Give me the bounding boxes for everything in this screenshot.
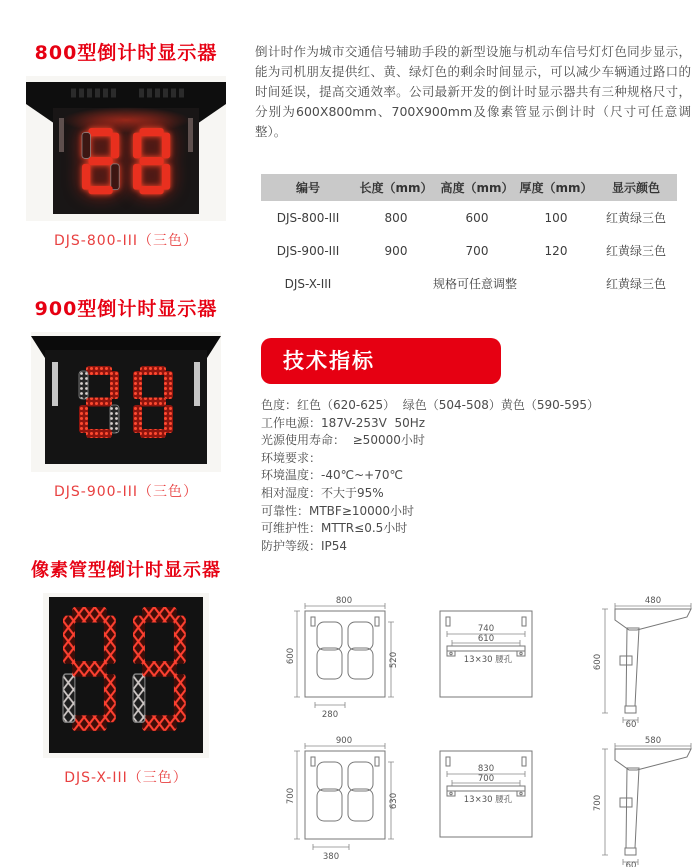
spec-power: 工作电源：187V-253V 50Hz xyxy=(261,415,426,430)
spec-table xyxy=(261,174,677,300)
drawing-front-900 xyxy=(285,734,399,867)
svg-text:280: 280 xyxy=(321,710,339,720)
svg-text:630: 630 xyxy=(389,792,399,810)
svg-text:700: 700 xyxy=(477,774,495,784)
cell-height: 600 xyxy=(465,210,489,225)
table-row xyxy=(261,201,677,234)
spec-table-header xyxy=(261,174,677,201)
product-photo-900 xyxy=(31,332,221,472)
cell-length: 900 xyxy=(384,243,408,258)
svg-text:520: 520 xyxy=(389,651,399,669)
right-column xyxy=(255,0,700,867)
tech-specs-list xyxy=(261,397,691,555)
svg-text:600: 600 xyxy=(286,647,296,665)
svg-text:700: 700 xyxy=(286,787,296,805)
svg-text:900: 900 xyxy=(335,736,353,746)
cell-color: 红黄绿三色 xyxy=(605,211,666,225)
svg-text:13×30 腰孔: 13×30 腰孔 xyxy=(463,795,513,805)
spec-chromaticity: 色度：红色（620-625） 绿色（504-508）黄色（590-595） xyxy=(261,398,600,412)
spec-protection: 防护等级：IP54 xyxy=(261,538,348,553)
drawing-rear-900 xyxy=(435,734,537,867)
cell-color: 红黄绿三色 xyxy=(605,244,666,258)
svg-text:580: 580 xyxy=(644,736,662,746)
spec-humidity: 相对湿度：不大于95% xyxy=(261,485,384,500)
product-photo-pixel xyxy=(43,593,209,758)
product-block-pixel xyxy=(16,556,236,787)
product-caption-900: DJS-900-III（三色） xyxy=(53,484,198,500)
tech-specs-banner: 技术指标 xyxy=(261,338,501,384)
svg-text:600: 600 xyxy=(593,653,603,671)
drawing-side-900 xyxy=(573,734,695,867)
product-title-900: 900型倒计时显示器 xyxy=(34,298,218,320)
cell-color: 红黄绿三色 xyxy=(605,277,666,291)
table-row xyxy=(261,267,677,300)
svg-text:610: 610 xyxy=(477,634,495,644)
cell-model: DJS-800-III xyxy=(276,210,340,225)
product-caption-800: DJS-800-III（三色） xyxy=(53,233,198,249)
product-block-800 xyxy=(16,38,236,250)
svg-text:380: 380 xyxy=(322,852,340,862)
cell-height: 700 xyxy=(465,243,489,258)
drawing-front-800 xyxy=(285,594,399,728)
cell-model: DJS-X-III xyxy=(284,276,332,291)
col-header-height: 高度（mm） xyxy=(440,181,514,195)
cell-thickness: 120 xyxy=(544,243,568,258)
product-block-900 xyxy=(16,294,236,501)
drawing-rear-800 xyxy=(435,594,537,728)
svg-text:480: 480 xyxy=(644,596,662,606)
cell-spec-note: 规格可任意调整 xyxy=(432,277,517,291)
col-header-thickness: 厚度（mm） xyxy=(519,181,593,195)
svg-text:13×30 腰孔: 13×30 腰孔 xyxy=(463,655,513,665)
spec-lifetime: 光源使用寿命： ≥50000小时 xyxy=(261,433,425,448)
spec-environment: 环境要求： xyxy=(261,450,322,465)
spec-reliability: 可靠性：MTBF≥10000小时 xyxy=(261,503,415,518)
spec-temperature: 环境温度：-40℃~+70℃ xyxy=(261,468,403,483)
cell-model: DJS-900-III xyxy=(276,243,340,258)
col-header-color: 显示颜色 xyxy=(611,181,660,195)
intro-paragraph: 倒计时作为城市交通信号辅助手段的新型设施与机动车信号灯灯色同步显示，能为司机朋友提供红、黄、绿灯色的剩余时间显示，可以减少车辆通过路口的时间延误，提高交通效率。公司最新开发的倒计时显示器共有三种规格尺寸，分别为600X800mm、700X900mm及像素管显示倒计时（尺寸可任意调整）。 xyxy=(255,44,691,139)
drawing-side-800 xyxy=(573,594,695,728)
cell-length: 800 xyxy=(384,210,408,225)
product-photo-800 xyxy=(26,76,226,221)
svg-text:800: 800 xyxy=(335,596,353,606)
svg-text:700: 700 xyxy=(593,794,603,812)
col-header-model: 编号 xyxy=(295,181,320,195)
spec-maintainability: 可维护性：MTTR≤0.5小时 xyxy=(261,521,408,536)
spec-table-body xyxy=(261,201,677,300)
drawings-800 xyxy=(285,594,695,728)
table-row xyxy=(261,234,677,267)
svg-text:60: 60 xyxy=(625,861,637,867)
product-title-800: 800型倒计时显示器 xyxy=(34,42,218,64)
svg-text:830: 830 xyxy=(477,764,495,774)
cell-thickness: 100 xyxy=(544,210,568,225)
product-caption-pixel: DJS-X-III（三色） xyxy=(64,770,188,786)
svg-text:60: 60 xyxy=(625,720,637,728)
product-title-pixel: 像素管型倒计时显示器 xyxy=(31,560,221,581)
drawings-900 xyxy=(285,734,695,867)
svg-text:740: 740 xyxy=(477,624,495,634)
col-header-length: 长度（mm） xyxy=(359,181,433,195)
